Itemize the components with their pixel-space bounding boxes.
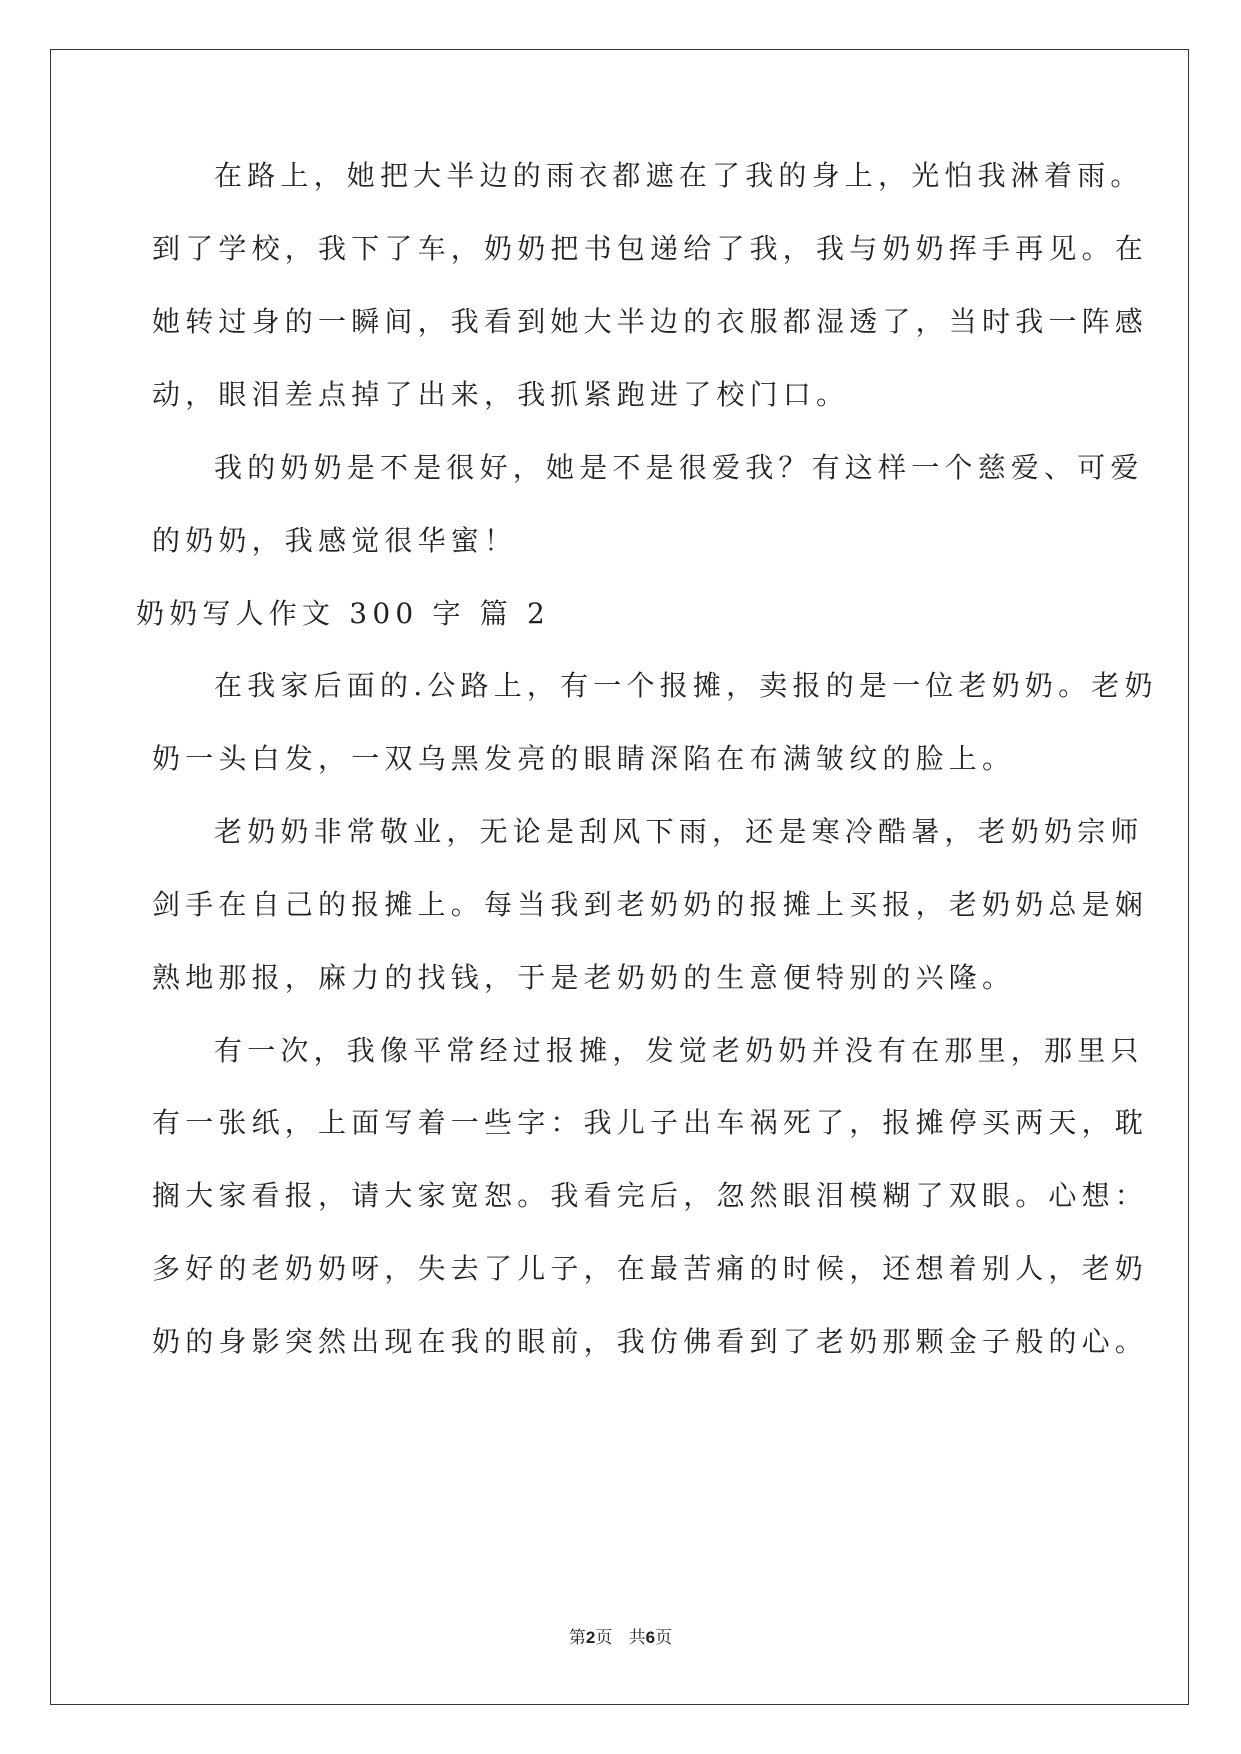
paragraph-line: 奶的身影突然出现在我的眼前，我仿佛看到了老奶那颗金子般的心。 bbox=[152, 1325, 1149, 1358]
paragraph-line: 动，眼泪差点掉了出来，我抓紧跑进了校门口。 bbox=[152, 378, 850, 411]
page-suffix: 页 bbox=[595, 1628, 613, 1648]
paragraph-line: 到了学校，我下了车，奶奶把书包递给了我，我与奶奶挥手再见。在 bbox=[152, 232, 1149, 265]
paragraph-line: 在路上，她把大半边的雨衣都遮在了我的身上，光怕我淋着雨。 bbox=[214, 159, 1144, 192]
paragraph-line: 有一次，我像平常经过报摊，发觉老奶奶并没有在那里，那里只 bbox=[214, 1034, 1144, 1067]
total-pages: 6 bbox=[645, 1628, 656, 1647]
page-prefix: 第 bbox=[568, 1628, 586, 1648]
paragraph-line: 有一张纸，上面写着一些字：我儿子出车祸死了，报摊停买两天，耽 bbox=[152, 1106, 1149, 1139]
page-border bbox=[50, 49, 1189, 1705]
paragraph-line: 我的奶奶是不是很好，她是不是很爱我？有这样一个慈爱、可爱 bbox=[214, 451, 1144, 484]
total-prefix: 共 bbox=[628, 1628, 646, 1648]
page-number: 2 bbox=[585, 1628, 596, 1647]
paragraph-line: 在我家后面的.公路上，有一个报摊，卖报的是一位老奶奶。老奶 bbox=[214, 669, 1158, 702]
paragraph-line: 奶一头白发，一双乌黑发亮的眼睛深陷在布满皱纹的脸上。 bbox=[152, 742, 1016, 775]
paragraph-line: 老奶奶非常敬业，无论是刮风下雨，还是寒冷酷暑，老奶奶宗师 bbox=[214, 815, 1144, 848]
paragraph-line: 搁大家看报，请大家宽恕。我看完后，忽然眼泪模糊了双眼。心想： bbox=[152, 1179, 1149, 1212]
paragraph-line: 她转过身的一瞬间，我看到她大半边的衣服都湿透了，当时我一阵感 bbox=[152, 305, 1149, 338]
paragraph-line: 的奶奶，我感觉很华蜜！ bbox=[152, 524, 518, 557]
paragraph-line: 熟地那报，麻力的找钱，于是老奶奶的生意便特别的兴隆。 bbox=[152, 961, 1016, 994]
total-suffix: 页 bbox=[655, 1628, 673, 1648]
paragraph-line: 多好的老奶奶呀，失去了儿子，在最苦痛的时候，还想着别人，老奶 bbox=[152, 1252, 1149, 1285]
section-heading: 奶奶写人作文 300 字 篇 2 bbox=[136, 597, 551, 630]
paragraph-line: 剑手在自己的报摊上。每当我到老奶奶的报摊上买报，老奶奶总是娴 bbox=[152, 888, 1149, 921]
page-footer bbox=[0, 1626, 1241, 1650]
